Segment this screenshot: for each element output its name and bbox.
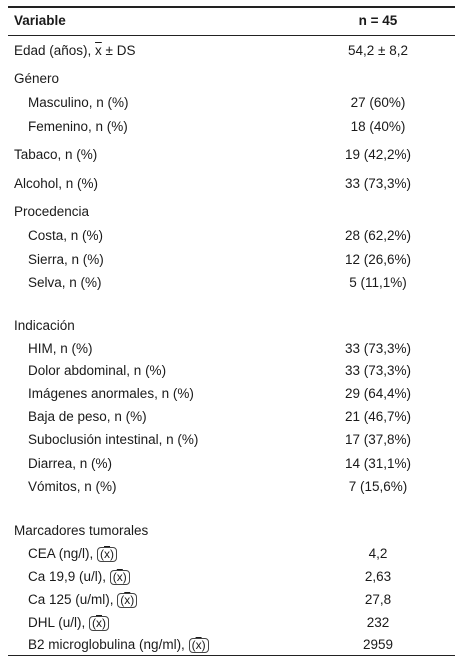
row-label: Alcohol, n (%) — [14, 176, 99, 191]
row-value: 18 (40%) — [350, 119, 406, 134]
table-row — [8, 116, 455, 138]
row-label: Ca 125 (u/ml), $(\overline{x})$ — [28, 589, 137, 611]
row-label: Suboclusión intestinal, n (%) — [28, 432, 199, 447]
row-label: Diarrea, n (%) — [28, 456, 113, 471]
row-value: 28 (62,2%) — [344, 228, 412, 243]
header-rule — [8, 35, 455, 36]
row-label: Ca 19,9 (u/l), $(\overline{x})$ — [28, 566, 130, 588]
row-label: Vómitos, n (%) — [28, 479, 117, 494]
row-label: HIM, n (%) — [28, 341, 93, 356]
table-row — [8, 612, 455, 634]
row-label: Femenino, n (%) — [28, 119, 128, 134]
table-row — [8, 272, 455, 294]
row-label: Costa, n (%) — [28, 228, 104, 243]
row-value: 33 (73,3%) — [344, 363, 412, 378]
row-value: 232 — [366, 615, 390, 630]
row-value: 17 (37,8%) — [344, 432, 412, 447]
row-label: Selva, n (%) — [28, 275, 102, 290]
table-row — [8, 225, 455, 247]
table-row — [8, 476, 455, 498]
table-row — [8, 92, 455, 114]
top-rule — [8, 6, 455, 8]
row-value: 2,63 — [364, 569, 392, 584]
header-row — [8, 10, 455, 32]
table-row — [8, 360, 455, 382]
row-value: 7 (15,6%) — [348, 479, 408, 494]
row-value: 12 (26,6%) — [344, 252, 412, 267]
table-row — [8, 429, 455, 451]
row-value: 14 (31,1%) — [344, 456, 412, 471]
row-value: 21 (46,7%) — [344, 409, 412, 424]
row-value: 5 (11,1%) — [349, 275, 407, 290]
table-row — [8, 634, 455, 656]
row-label: CEA (ng/l), $(\overline{x})$ — [28, 543, 117, 565]
row-value: 29 (64,4%) — [344, 386, 412, 401]
row-value: 33 (73,3%) — [344, 176, 412, 191]
row-value: 19 (42,2%) — [344, 147, 412, 162]
row-label: Tabaco, n (%) — [14, 147, 98, 162]
row-value: 27 (60%) — [350, 95, 406, 110]
row-value: 33 (73,3%) — [344, 341, 412, 356]
row-label: Sierra, n (%) — [28, 252, 104, 267]
row-value: 54,2 ± 8,2 — [348, 43, 408, 58]
table-row — [8, 406, 455, 428]
table-row — [8, 338, 455, 360]
table-row — [8, 566, 455, 588]
table-row — [8, 249, 455, 271]
row-label: B2 microglobulina (ng/ml), $(\overline{x})$ — [28, 634, 209, 656]
section-heading: Procedencia — [14, 204, 90, 219]
table-row — [8, 40, 455, 62]
table-row — [8, 543, 455, 565]
row-label: DHL (u/l), $(\overline{x})$ — [28, 612, 109, 634]
section-heading: Género — [14, 71, 60, 86]
table-row — [8, 383, 455, 405]
row-label: Baja de peso, n (%) — [28, 409, 147, 424]
table-row — [8, 589, 455, 611]
row-value: 27,8 — [364, 592, 392, 607]
section-heading: Indicación — [14, 318, 75, 333]
row-label: Imágenes anormales, n (%) — [28, 386, 194, 401]
section-heading: Marcadores tumorales — [14, 523, 149, 538]
row-label: Masculino, n (%) — [28, 95, 129, 110]
row-value: 2959 — [362, 637, 394, 652]
row-label: Edad (años), $\overline{x}$ ± DS — [14, 43, 136, 58]
row-label: Dolor abdominal, n (%) — [28, 363, 167, 378]
table-row — [8, 173, 455, 195]
bottom-rule — [8, 655, 455, 656]
header-n: n = 45 — [358, 13, 398, 28]
header-variable: Variable — [14, 13, 66, 28]
table-row — [8, 453, 455, 475]
table-row — [8, 144, 455, 166]
row-value: 4,2 — [368, 546, 388, 561]
